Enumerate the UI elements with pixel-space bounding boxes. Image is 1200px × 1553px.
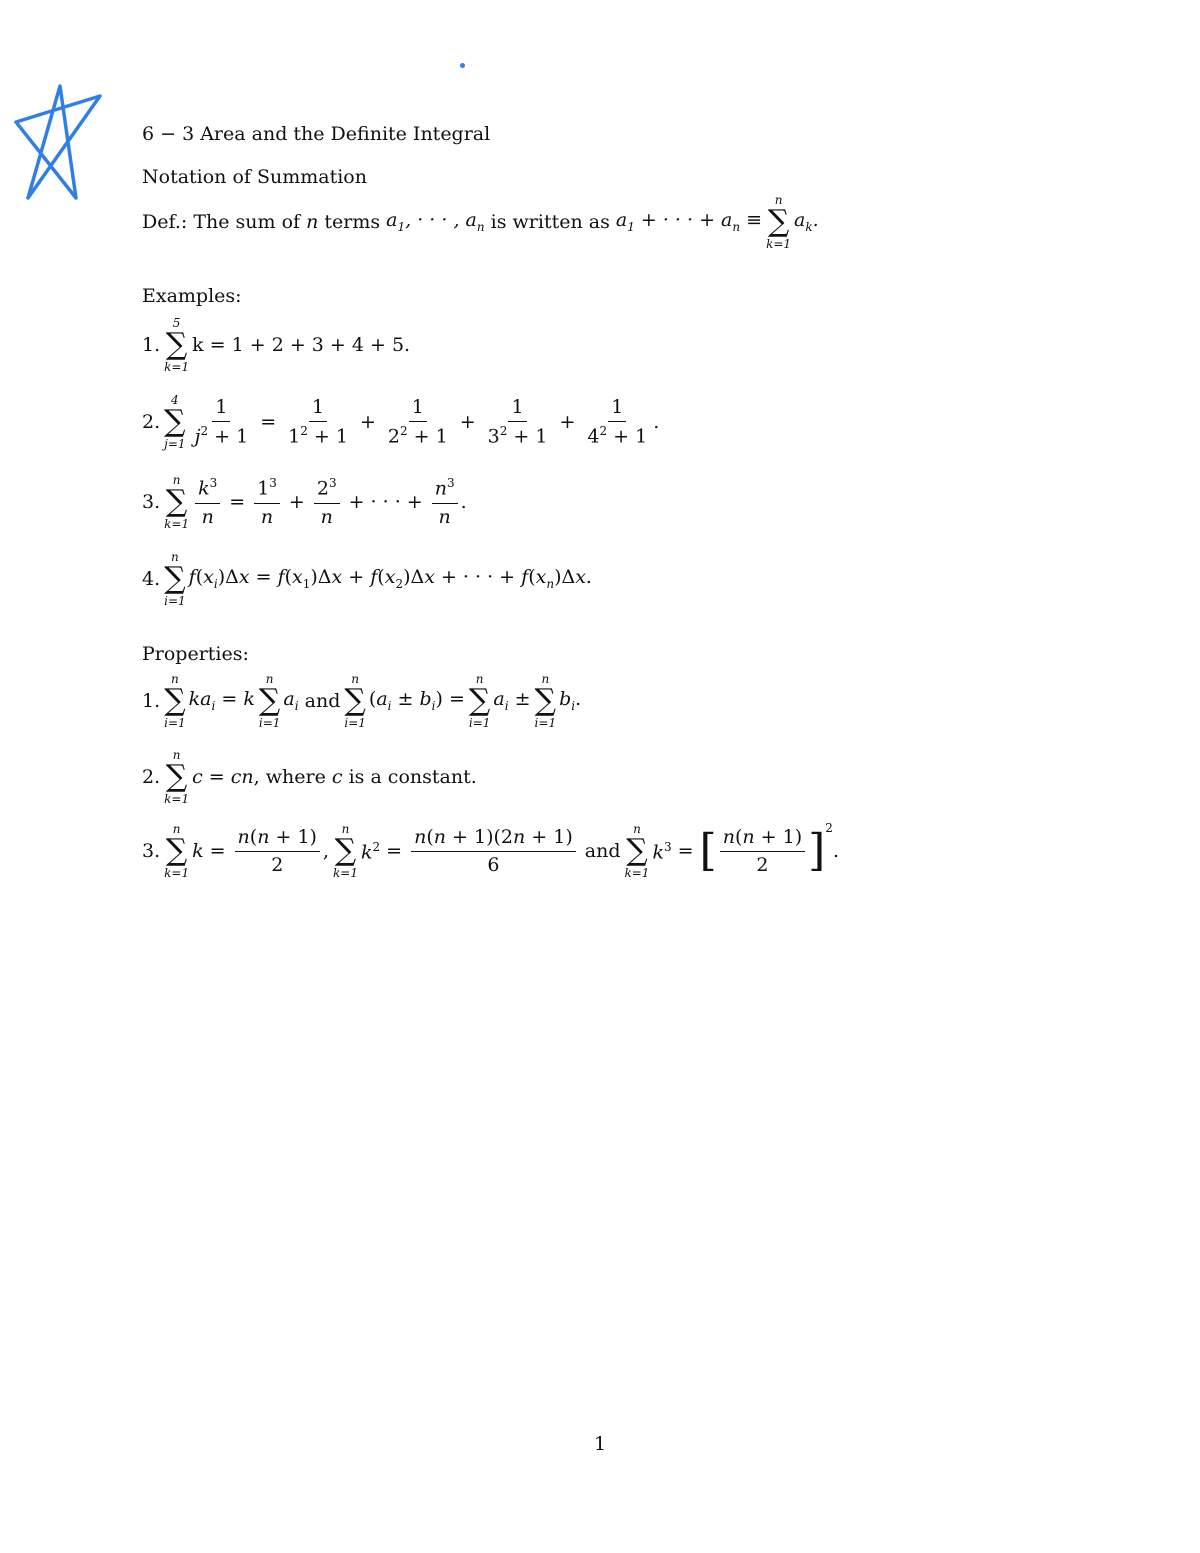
example-2-term-4: $\frac{1}{4^2 + 1}$ [587,396,648,448]
example-2-sigma: 4 ∑ j=1 [164,393,186,452]
example-3-fraction: $\frac{k^3}{n}$ [195,477,220,527]
properties-heading: Properties: [142,643,249,665]
page-number: 1 [594,1433,607,1455]
hand-drawn-star-icon [8,80,108,205]
examples-heading: Examples: [142,285,242,307]
property-3-sigma-b: n ∑ k=1 [333,822,358,881]
property-3-sigma-a: n ∑ k=1 [164,822,190,881]
property-3-fraction-2: $\frac{n(n + 1)(2n + 1)}{6}$ [411,827,576,876]
example-2-term-2: $\frac{1}{2^2 + 1}$ [387,396,448,448]
property-1-sigma-a: n ∑ i=1 [164,672,186,731]
definition-var-n: n [306,210,319,233]
definition-summand: $a_k$. [794,209,819,235]
page-title: 6 − 3 Area and the Definite Integral [142,123,491,145]
example-1-label: 1. [142,333,161,356]
example-2-fraction: $\frac{1}{j^2 + 1}$ [194,396,249,448]
property-3-fraction-3: $\frac{n(n + 1)}{2}$ [720,827,805,876]
property-1-sigma-e: n ∑ i=1 [534,672,557,731]
example-3: 3. n ∑ k=1 $\frac{k^3}{n}$ = $\frac{1^3}{n}$ + $\frac{2^3}{n}$ + · · · + $\frac{n^3}{n}$ . [142,473,467,532]
property-2: 2. n ∑ k=1 c = cn, where c is a constant. [142,748,477,807]
example-3-term-n: $\frac{n^3}{n}$ [432,477,458,527]
property-3-and: and [584,839,621,862]
example-3-term-1: $\frac{1^3}{n}$ [254,477,280,527]
definition-sum-expansion: $a_1$ + · · · + $a_n$ ≡ [615,209,763,235]
example-4 [142,550,592,609]
example-2-label: 2. [142,410,161,433]
definition-prefix: Def.: [142,210,188,233]
property-3-fraction-1: $\frac{n(n + 1)}{2}$ [235,827,320,876]
property-2-constant: is a constant. [348,765,477,788]
property-2-where: where [265,765,326,788]
example-2: 2. 4 ∑ j=1 $\frac{1}{j^2 + 1}$ = $\frac{1}{1^2 + 1}$ + $\frac{1}{2^2 + 1}$ + $\frac{1}{3^2 + 1}$ + $\frac{1}{4^2 + 1}$ . [142,393,660,452]
property-3-sigma-c: n ∑ k=1 [624,822,650,881]
example-3-term-2: $\frac{2^3}{n}$ [314,477,340,527]
definition-line [142,193,819,252]
section-heading-notation: Notation of Summation [142,166,367,188]
annotation-dot [460,63,465,68]
property-3-label: 3. [142,839,161,862]
example-4-sigma: n ∑ i=1 [164,550,186,609]
example-1-rhs: k = 1 + 2 + 3 + 4 + 5. [192,333,411,356]
example-1-sigma: 5 ∑ k=1 [164,316,190,375]
example-3-sigma: n ∑ k=1 [164,473,190,532]
property-2-label: 2. [142,765,161,788]
property-1-sigma-b: n ∑ i=1 [258,672,281,731]
property-1-and: and [304,689,341,712]
property-2-sigma: n ∑ k=1 [164,748,190,807]
definition-terms-math: $a_1$, · · · , $a_n$ [386,209,485,235]
example-2-term-3: $\frac{1}{3^2 + 1}$ [487,396,548,448]
definition-text-terms: terms [324,210,381,233]
example-4-label: 4. [142,567,161,590]
example-4-expression: $f(x_i)\Delta x = f(x_1)\Delta x + f(x_2)\Delta x$ + · · · + $f(x_n)\Delta x$. [188,566,592,592]
example-1 [142,316,410,375]
property-1-sigma-d: n ∑ i=1 [468,672,491,731]
definition-text: The sum of [193,210,301,233]
property-3: 3. n ∑ k=1 k = $\frac{n(n + 1)}{2}$ , n ∑ k=1 $k^2$ = $\frac{n(n + 1)(2n + 1)}{6}$ and n ∑ k=1 $k^3$ = [ $\frac{n(n + 1)}{2}$ ] $^2$ . [142,821,839,881]
property-1-sigma-c: n ∑ i=1 [344,672,366,731]
example-3-label: 3. [142,490,161,513]
property-1: 1. n ∑ i=1 $ka_i = k$ n ∑ i=1 $a_i$ and n ∑ i=1 $(a_i \pm b_i)$ = n ∑ i=1 $a_i$ ± n ∑ i=1 $b_i$. [142,672,582,731]
definition-sigma: n ∑ k=1 [766,193,792,252]
property-1-label: 1. [142,689,161,712]
definition-text-written: is written as [490,210,610,233]
example-2-term-1: $\frac{1}{1^2 + 1}$ [288,396,348,448]
